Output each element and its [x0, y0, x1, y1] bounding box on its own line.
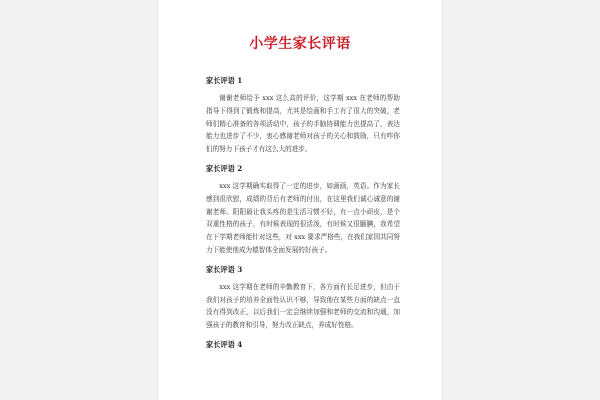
section-heading: 家长评语 1 [206, 76, 243, 85]
document-title: 小学生家长评语 [249, 36, 351, 52]
section-body: 谢谢老师给予 xxx 这么高的评价，这学期 xxx 在老师的帮助指导下得到了锻炼和提高，尤其是绘画和手工有了很大的突破，老师们精心准备的各项活动中，孩子的手脑协调能力也提高了，表达能力也进步了不少，衷心感谢老师对孩子的关心和鼓励，只有咋你们的努力下孩子才有这么大的进步。 [206, 94, 400, 154]
section-heading: 家长评语 4 [206, 339, 243, 349]
document-content [206, 76, 400, 356]
document-page [158, 0, 442, 400]
section-4 [206, 340, 400, 350]
section-heading: 家长评语 3 [206, 264, 243, 274]
section-body: xxx 这学期在老师的辛勤教育下，各方面有长足进步，但由于我们对孩子的培养全面性认识不够，导致他在某些方面的缺点一直没有得到改正，以后我们一定会继续加强和老师的交流和沟通，加强孩子的教育和引导，努力改正缺点，养成好性格。 [206, 282, 400, 330]
section-body: xxx 这学期确实取得了一定的进步，如画画，英语。作为家长感到很欣慰，成绩的背后有老师的付出，在这里我们诚心诚意的谢谢老师。阳阳最让我头疼的是生活习惯不好，有一点小顽皮，是个双重性格的孩子，有时候表现的很活泼，有时候又很腼腆，我希望在下学期老师能针对这些，对 xxx 要求严格些，在我们家园共同努力下能使他成为德智体全面发展的好孩子。 [206, 181, 400, 254]
section-1 [206, 76, 400, 156]
section-3 [206, 265, 400, 332]
section-2 [206, 164, 400, 257]
section-heading: 家长评语 2 [206, 163, 243, 173]
